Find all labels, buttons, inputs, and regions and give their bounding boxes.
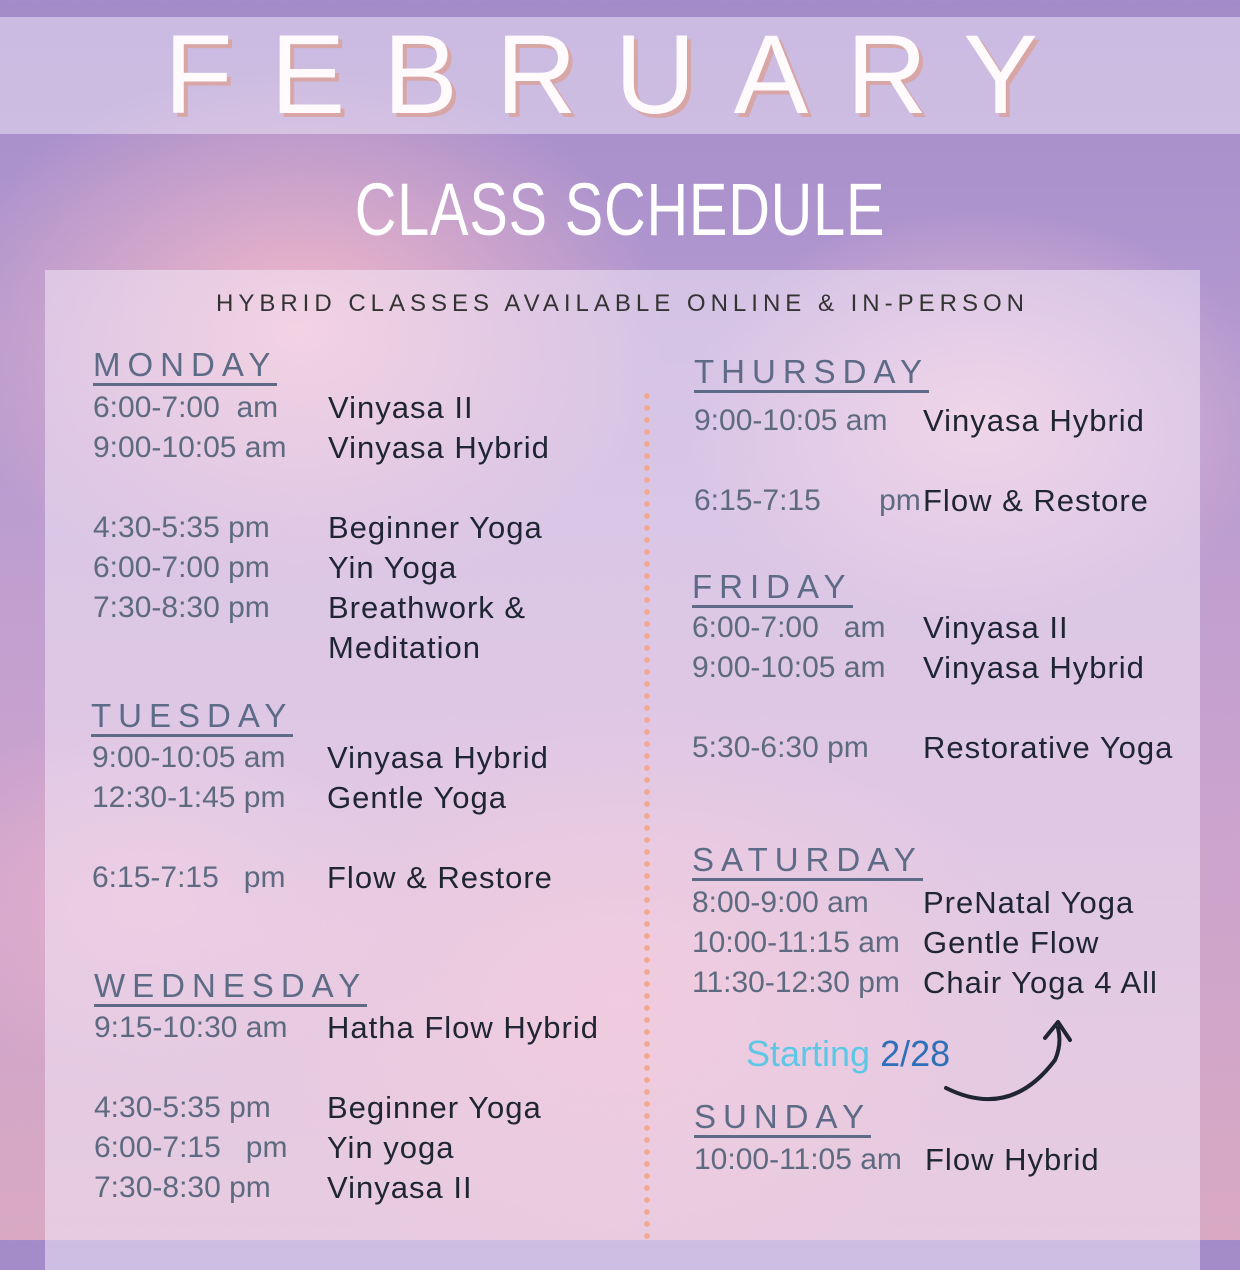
time-slot: 10:00-11:05 am <box>694 1143 902 1176</box>
class-name: Beginner Yoga <box>327 1090 542 1125</box>
day-heading-friday: FRIDAY <box>692 569 853 608</box>
time-slot: 12:30-1:45 pm <box>92 781 286 814</box>
day-heading-monday: MONDAY <box>93 347 277 386</box>
class-name: Yin Yoga <box>328 550 458 585</box>
class-name: PreNatal Yoga <box>923 885 1135 920</box>
time-slot: 6:15-7:15 pm <box>694 484 921 517</box>
time-slot: 9:00-10:05 am <box>694 404 888 437</box>
day-heading-thursday: THURSDAY <box>694 354 929 393</box>
class-name: Hatha Flow Hybrid <box>327 1010 599 1045</box>
class-name: Breathwork & <box>328 590 527 625</box>
time-slot: 9:00-10:05 am <box>692 651 886 684</box>
starting-note-label: Starting <box>746 1033 881 1074</box>
class-name: Vinyasa Hybrid <box>327 740 549 775</box>
class-name: Restorative Yoga <box>923 730 1174 765</box>
time-slot: 9:15-10:30 am <box>94 1011 288 1044</box>
time-slot: 6:00-7:00 am <box>692 611 886 644</box>
day-heading-sunday: SUNDAY <box>694 1099 871 1138</box>
time-slot: 10:00-11:15 am <box>692 926 900 959</box>
time-slot: 11:30-12:30 pm <box>692 966 900 999</box>
page-title: FEBRUARY <box>164 12 1076 137</box>
time-slot: 6:00-7:00 am <box>93 391 279 424</box>
column-divider <box>644 390 650 1240</box>
class-name: Vinyasa II <box>327 1170 473 1205</box>
starting-note-date: 2/28 <box>880 1033 951 1074</box>
tagline: HYBRID CLASSES AVAILABLE ONLINE & IN-PERSON <box>216 290 1029 317</box>
class-name: Beginner Yoga <box>328 510 543 545</box>
class-name: Vinyasa Hybrid <box>923 403 1145 438</box>
class-name: Chair Yoga 4 All <box>923 965 1158 1000</box>
time-slot: 4:30-5:35 pm <box>93 511 270 544</box>
class-name: Gentle Flow <box>923 925 1100 960</box>
starting-note <box>746 1034 950 1074</box>
time-slot: 8:00-9:00 am <box>692 886 869 919</box>
day-heading-wednesday: WEDNESDAY <box>94 968 367 1007</box>
time-slot: 7:30-8:30 pm <box>94 1171 271 1204</box>
time-slot: 6:00-7:00 pm <box>93 551 270 584</box>
class-name: Flow Hybrid <box>925 1142 1100 1177</box>
day-heading-tuesday: TUESDAY <box>91 698 293 737</box>
time-slot: 6:15-7:15 pm <box>92 861 286 894</box>
class-name: Vinyasa Hybrid <box>328 430 550 465</box>
time-slot: 4:30-5:35 pm <box>94 1091 271 1124</box>
time-slot: 5:30-6:30 pm <box>692 731 869 764</box>
class-name: Gentle Yoga <box>327 780 507 815</box>
class-name: Flow & Restore <box>923 483 1149 518</box>
class-name: Flow & Restore <box>327 860 553 895</box>
class-name: Yin yoga <box>327 1130 455 1165</box>
time-slot: 9:00-10:05 am <box>93 431 287 464</box>
time-slot: 9:00-10:05 am <box>92 741 286 774</box>
class-name: Vinyasa II <box>328 390 474 425</box>
class-name: Vinyasa II <box>923 610 1069 645</box>
class-name: Meditation <box>328 630 482 665</box>
curved-arrow-icon <box>940 1010 1080 1110</box>
class-name: Vinyasa Hybrid <box>923 650 1145 685</box>
time-slot: 7:30-8:30 pm <box>93 591 270 624</box>
page-subtitle: CLASS SCHEDULE <box>354 168 886 251</box>
day-heading-saturday: SATURDAY <box>692 842 923 881</box>
time-slot: 6:00-7:15 pm <box>94 1131 288 1164</box>
